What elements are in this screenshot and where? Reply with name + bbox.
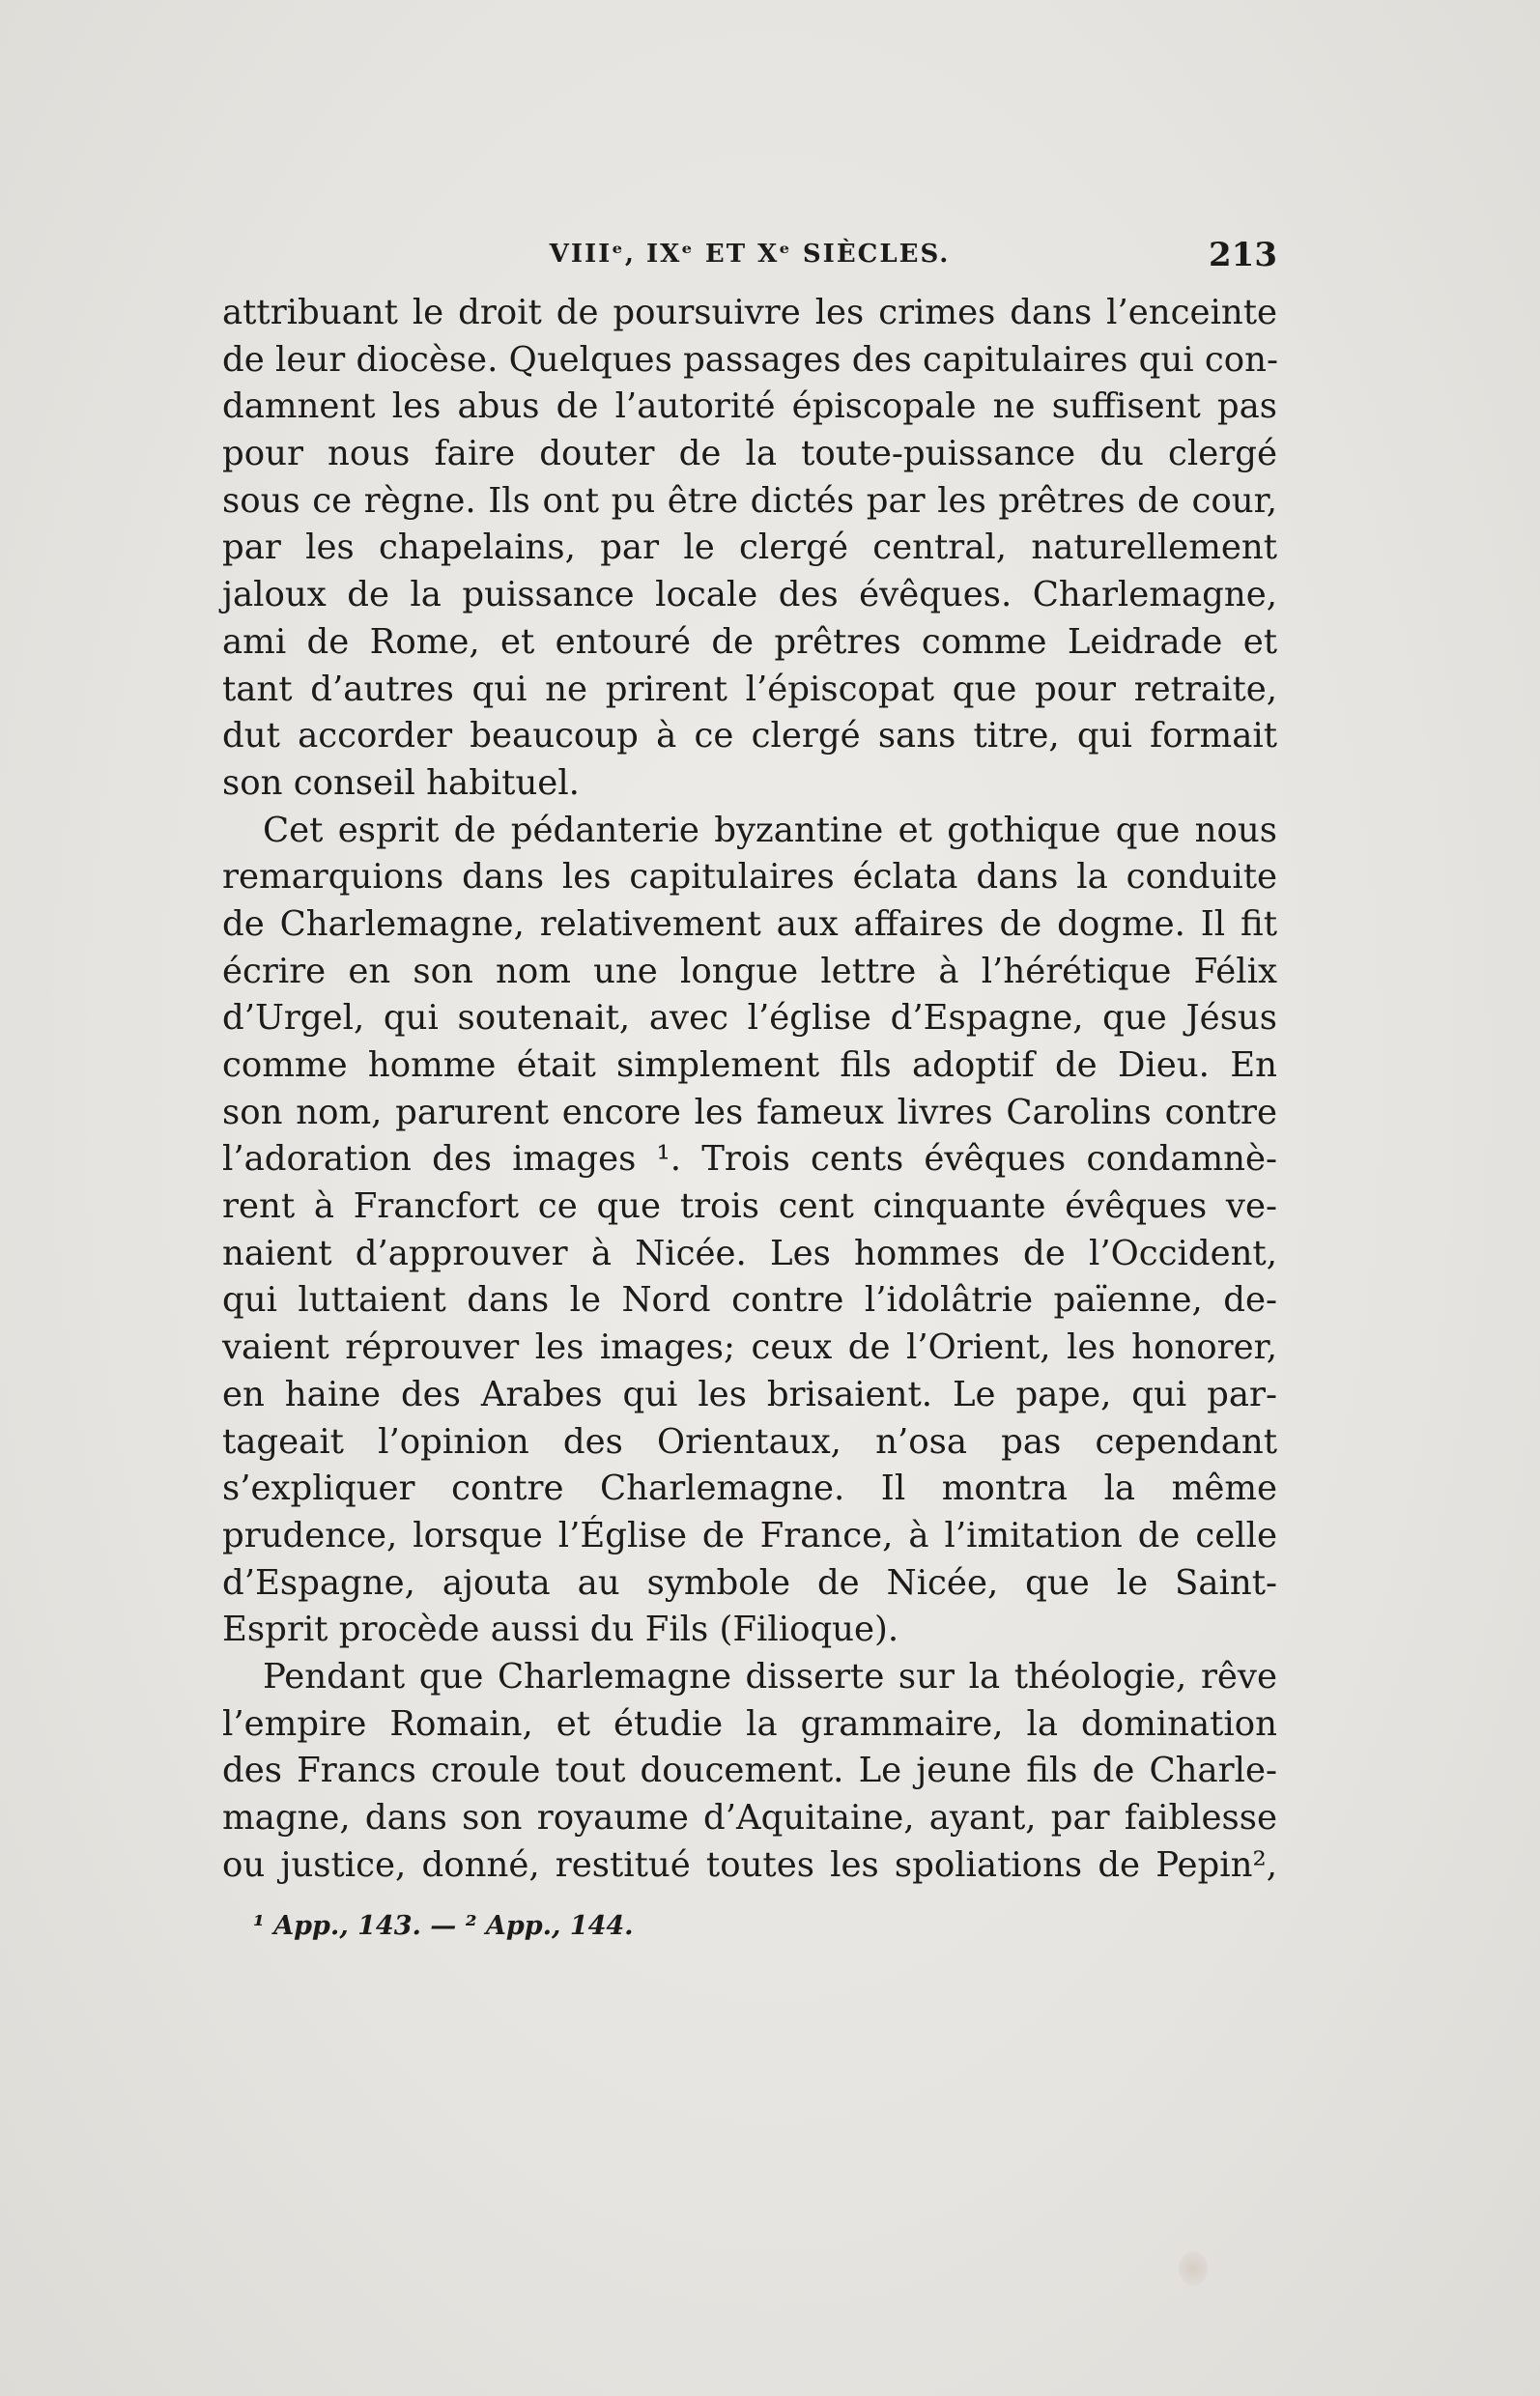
text-line: attribuant le droit de poursuivre les crimes dans l’enceinte <box>222 293 1277 332</box>
text-line: d’Espagne, ajouta au symbole de Nicée, que le Saint- <box>222 1562 1277 1603</box>
text-line: par les chapelains, par le clergé central, naturellement <box>222 528 1277 568</box>
text-line: Esprit procède aussi du Fils (Filioque). <box>222 1610 899 1650</box>
text-line: l’adoration des images ¹. Trois cents évêques condamnè- <box>222 1139 1277 1180</box>
text-line: des Francs croule tout doucement. Le jeune fils de Charle- <box>222 1751 1277 1791</box>
text-line: tageait l’opinion des Orientaux, n’osa pas cependant <box>222 1421 1277 1462</box>
text-line: son conseil habituel. <box>222 762 580 803</box>
text-line: rent à Francfort ce que trois cent cinquante évêques ve- <box>222 1186 1277 1227</box>
page-number: 213 <box>1209 236 1277 274</box>
text-line: jaloux de la puissance locale des évêques. Charlemagne, <box>222 575 1277 615</box>
text-line: naient d’approuver à Nicée. Les hommes de l’Occident, <box>222 1233 1277 1273</box>
text-line: vaient réprouver les images; ceux de l’Orient, les honorer, <box>222 1327 1277 1368</box>
text-line: damnent les abus de l’autorité épiscopale ne suffisent pas <box>222 386 1277 427</box>
text-line: écrire en son nom une longue lettre à l’hérétique Félix <box>222 951 1277 991</box>
footnotes: ¹ App., 143. — ² App., 144. <box>253 1911 634 1941</box>
text-line: ou justice, donné, restitué toutes les spoliations de Pepin², <box>222 1844 1277 1885</box>
text-line: Cet esprit de pédanterie byzantine et gothique que nous <box>263 810 1277 850</box>
text-line: prudence, lorsque l’Église de France, à l’imitation de celle <box>222 1515 1277 1555</box>
text-line: d’Urgel, qui soutenait, avec l’église d’Espagne, que Jésus <box>222 998 1277 1039</box>
text-line: s’expliquer contre Charlemagne. Il montra la même <box>222 1469 1277 1509</box>
text-line: son nom, parurent encore les fameux livres Carolins contre <box>222 1092 1277 1132</box>
text-line: ami de Rome, et entouré de prêtres comme Leidrade et <box>222 621 1277 662</box>
text-line: l’empire Romain, et étudie la grammaire, la domination <box>222 1703 1277 1744</box>
text-line: tant d’autres qui ne prirent l’épiscopat que pour retraite, <box>222 669 1277 709</box>
text-line: pour nous faire douter de la toute-puissance du clergé <box>222 434 1277 474</box>
text-line: sous ce règne. Ils ont pu être dictés par les prêtres de cour, <box>222 480 1277 521</box>
text-line: remarquions dans les capitulaires éclata dans la conduite <box>222 857 1277 898</box>
text-line: Pendant que Charlemagne disserte sur la théologie, rêve <box>263 1656 1277 1697</box>
text-line: de leur diocèse. Quelques passages des capitulaires qui con- <box>222 339 1278 380</box>
text-line: qui luttaient dans le Nord contre l’idolâtrie païenne, de- <box>222 1280 1277 1321</box>
body-text <box>222 290 1277 1889</box>
running-title: VIIIᵉ, IXᵉ ET Xᵉ SIÈCLES. <box>549 240 951 269</box>
paper-stain <box>1179 2251 1208 2286</box>
text-line: de Charlemagne, relativement aux affaires de dogme. Il fit <box>222 903 1277 944</box>
text-line: comme homme était simplement fils adoptif de Dieu. En <box>222 1045 1277 1085</box>
page-header <box>222 236 1277 278</box>
text-line: en haine des Arabes qui les brisaient. Le pape, qui par- <box>222 1374 1277 1414</box>
text-line: dut accorder beaucoup à ce clergé sans titre, qui formait <box>222 716 1277 756</box>
text-line: magne, dans son royaume d’Aquitaine, ayant, par faiblesse <box>222 1798 1277 1838</box>
